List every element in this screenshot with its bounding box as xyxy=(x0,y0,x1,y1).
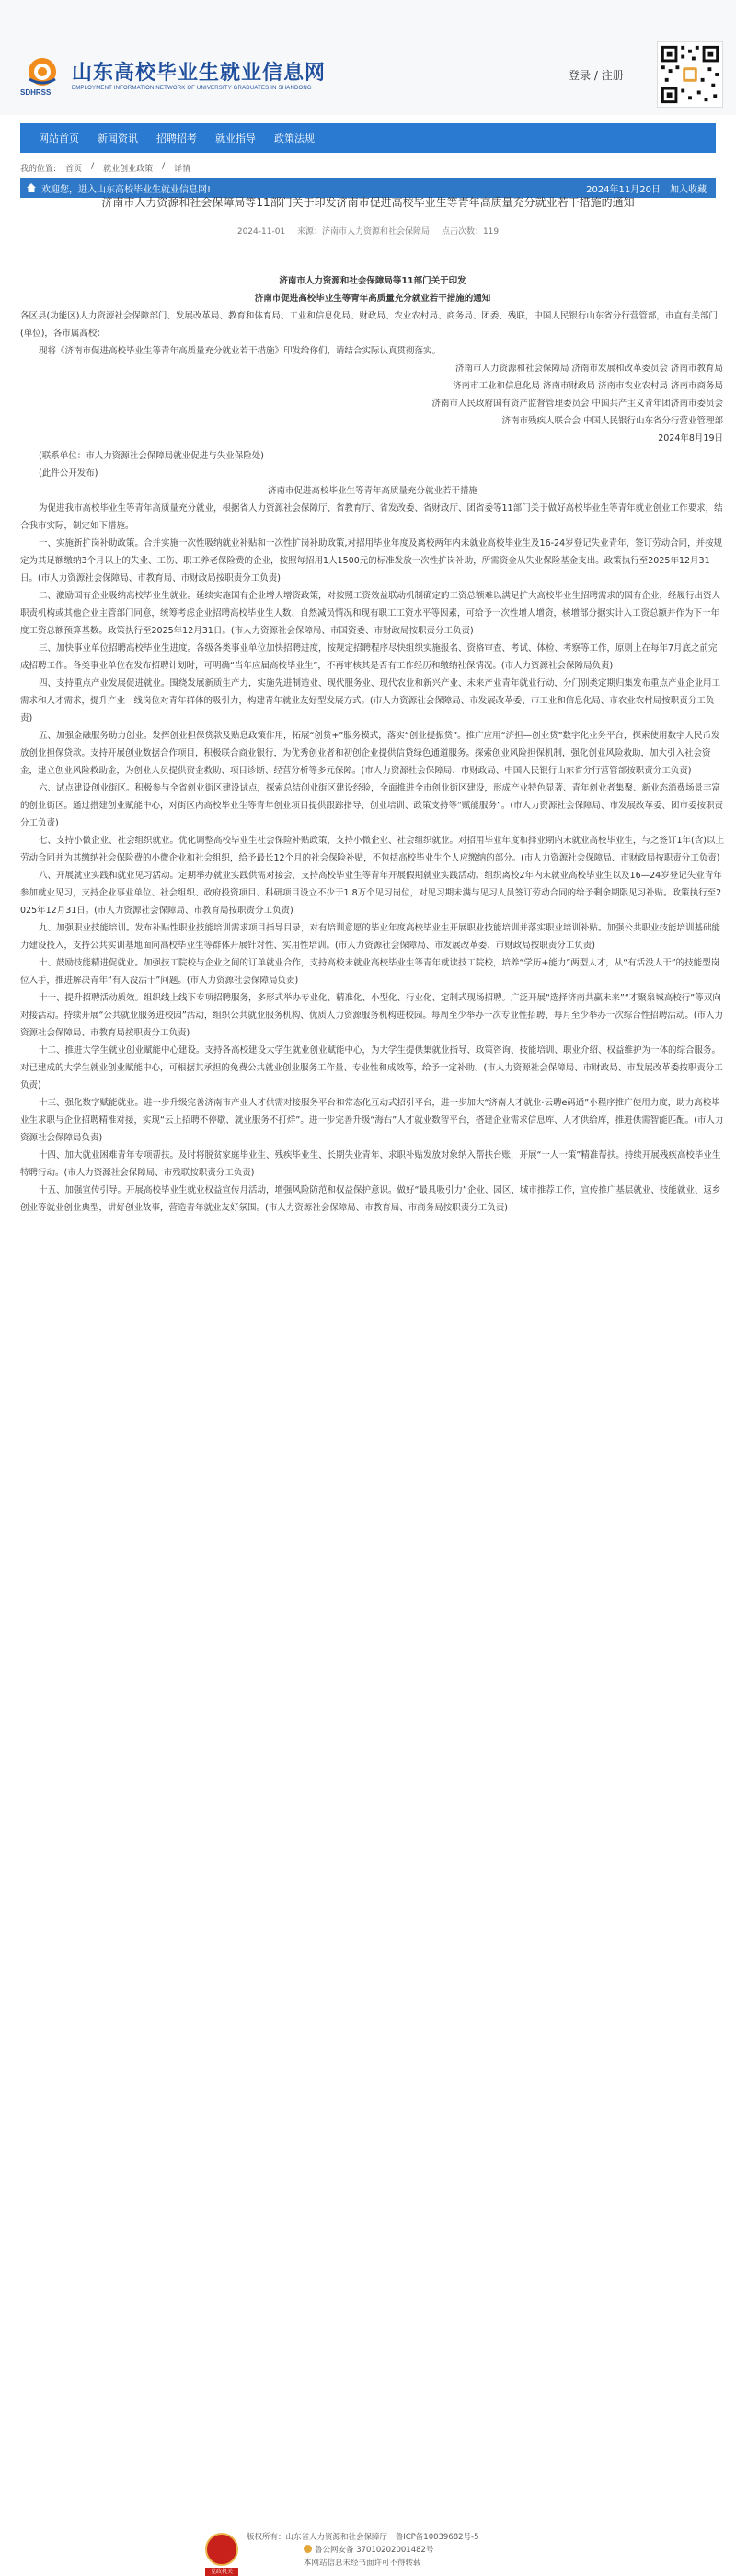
add-favorite-link[interactable]: 加入收藏 xyxy=(670,184,707,195)
measure-item: 十二、推进大学生就业创业赋能中心建设。支持各高校建设大学生就业创业赋能中心，为大学生提供集就业指导、政策咨询、技能培训、职业介绍、权益维护为一体的综合服务。对已建成的大学生就业创业赋能中心，可根据其承担的免费公共就业创业服务工作量、专业性和成效等，给予一定补助。(市人力资源社会保障局、市财政局、市发展改革委按职责分工负责) xyxy=(20,1045,723,1091)
measure-item: 九、加强职业技能培训。发布补贴性职业技能培训需求项目指导目录，对有培训意愿的毕业年度高校毕业生开展职业技能培训并落实职业培训补贴。加强公共职业技能培训基础能力建设投入，支持公共实训基地面向高校毕业生等群体开展针对性、实用性培训。(市人力资源社会保障局、市发展改革委、市财政局按职责分工负责) xyxy=(20,923,721,951)
login-separator: / xyxy=(593,69,598,82)
breadcrumb-separator: / xyxy=(162,162,166,171)
footer-copyright-line xyxy=(247,2531,479,2542)
measure-item: 十四、加大就业困难青年专项帮扶。及时将脱贫家庭毕业生、残疾毕业生、长期失业青年、求职补贴发放对象纳入帮扶台账，开展“一人一策”精准帮扶。持续开展残疾高校毕业生特聘行动。(市人力资源社会保障局、市残联按职责分工负责) xyxy=(20,1150,721,1178)
footer-police[interactable]: 鲁公网安备 37010202001482号 xyxy=(315,2546,434,2555)
measure-item: 八、开展就业实践和就业见习活动。定期举办就业实践供需对接会，支持高校毕业生等青年开展假期就业实践活动。组织离校2年内未就业高校毕业生以及16—24岁登记失业青年参加就业见习，支持企业事业单位、社会组织、政府投资项目、科研项目设立不少于1.8万个见习岗位，对见习期未满与见习人员签订劳动合同的给予剩余期限见习补贴。政策执行至2025年12月31日。(市人力资源社会保障局、市教育局按职责分工负责) xyxy=(20,871,722,916)
article-meta xyxy=(20,225,716,237)
nav-item-guidance[interactable]: 就业指导 xyxy=(215,133,256,144)
main-nav xyxy=(20,123,716,153)
document-signer: 济南市残疾人联合会 中国人民银行山东省分行营业管理部 xyxy=(501,416,723,426)
page-title: 济南市人力资源和社会保障局等11部门关于印发济南市促进高校毕业生等青年高质量充分就业若干措施的通知 xyxy=(101,197,635,209)
measure-item: 五、加强金融服务助力创业。发挥创业担保贷款及贴息政策作用，拓展“创贷+”服务模式，落实“创业提振贷”。推广应用“济担—创业贷”数字化业务平台，探索使用数字人民币发放创业担保贷款。支持开展创业数据合作项目，积极联合商业银行，为优秀创业者和初创企业提供信贷绿色通道服务。探索创业风险担保机制，强化创业风险救助，加大引入社会资金，建立创业风险救助金，为创业人员提供资金救助、项目诊断、经营分析等多元保障。(市人力资源社会保障局、市财政局、中国人民银行山东省分行营管部按职责分工负责) xyxy=(20,731,720,776)
document-publish-note: (此件公开发布) xyxy=(39,468,98,479)
welcome-bar xyxy=(20,178,716,198)
measure-item: 四、支持重点产业发展促进就业。围绕发展新质生产力，实施先进制造业、现代服务业、现代农业和新兴产业、未来产业青年就业行动，分门别类定期归集发布重点产业企业用工需求和人才需求，提升产业一线岗位对青年群体的吸引力，构建青年就业友好型发展方式。(市人力资源社会保障局、市发展改革委、市工业和信息化局、市农业农村局按职责分工负责) xyxy=(20,678,721,723)
site-header xyxy=(0,0,736,115)
breadcrumb-home[interactable]: 首页 xyxy=(65,165,83,174)
measure-item: 二、激励国有企业吸纳高校毕业生就业。延续实施国有企业增人增资政策，对按照工资效益联动机制确定的工资总额难以满足扩大高校毕业生招聘需求的国有企业，经履行出资人职责机构或其他企业主管部门同意，统筹考虑企业招聘高校毕业生人数、自然减员情况和现有职工工资水平等因素，可给予一次性增人增资，核增部分据实计入工资总额并作为下一年度工资总额预算基数。政策执行至2025年12月31日。(市人力资源社会保障局、市国资委、市财政局按职责分工负责) xyxy=(20,591,721,636)
document-signer: 济南市人力资源和社会保障局 济南市发展和改革委员会 济南市教育局 xyxy=(454,364,723,374)
breadcrumb-policy[interactable]: 就业创业政策 xyxy=(103,165,154,174)
breadcrumb-label: 我的位置: xyxy=(20,165,57,174)
document-intro: 现将《济南市促进高校毕业生等青年高质量充分就业若干措施》印发给你们，请结合实际认真贯彻落实。 xyxy=(39,346,442,356)
measure-item: 十三、强化数字赋能就业。进一步升级完善济南市产业人才供需对接服务平台和常态化互动式招引平台，进一步加大“济南人才就业·云聘e码通”小程序推广使用力度，助力高校毕业生求职与企业招聘精准对接，实现“云上招聘不停歇、就业服务不打烊”。进一步完善升级“海右”人才就业数智平台，搭建企业需求信息库、人才供给库，推进供需智能匹配。(市人力资源社会保障局负责) xyxy=(20,1098,724,1143)
document-recipients: 各区县(功能区)人力资源社会保障部门、发展改革局、教育和体育局、工业和信息化局、财政局、农业农村局、商务局、团委、残联，中国人民银行山东省分行营管部，市直有关部门(单位)，各市属高校： xyxy=(20,311,718,339)
nav-item-news[interactable]: 新闻资讯 xyxy=(98,133,138,144)
measure-item: 七、支持小微企业、社会组织就业。优化调整高校毕业生社会保险补贴政策，支持小微企业、社会组织就业。对招用毕业年度和择业期内未就业高校毕业生，与之签订1年(含)以上劳动合同并为其缴纳社会保险费的小微企业和社会组织，给予最长12个月的社会保险补贴，不包括高校毕业生个人应缴纳的部分。(市人力资源社会保障局、市财政局按职责分工负责) xyxy=(20,836,724,863)
site-name-en: EMPLOYMENT INFORMATION NETWORK OF UNIVERSITY GRADUATES IN SHANDONG xyxy=(72,86,312,91)
nav-item-policy[interactable]: 政策法规 xyxy=(274,133,315,144)
footer-icp[interactable]: 鲁ICP备10039682号-5 xyxy=(395,2533,479,2542)
click-count: 点击次数：119 xyxy=(441,227,500,237)
welcome-text: 欢迎您，进入山东高校毕业生就业信息网! xyxy=(41,184,212,195)
footer-police-line xyxy=(304,2544,433,2555)
login-register xyxy=(569,67,624,83)
police-badge-icon xyxy=(304,2545,312,2553)
document-heading-1: 济南市人力资源和社会保障局等11部门关于印发 xyxy=(279,276,466,286)
nav-item-home[interactable]: 网站首页 xyxy=(39,133,79,144)
document-preface: 为促进我市高校毕业生等青年高质量充分就业，根据省人力资源社会保障厅、省教育厅、省发改委、省财政厅、团省委等11部门关于做好高校毕业生等青年就业创业工作要求，结合我市实际，制定如下措施。 xyxy=(20,503,723,531)
register-link[interactable]: 注册 xyxy=(601,69,624,82)
document-heading-2: 济南市促进高校毕业生等青年高质量充分就业若干措施的通知 xyxy=(254,294,491,304)
site-name[interactable]: 山东高校毕业生就业信息网 xyxy=(72,61,327,85)
footer-copyright: 版权所有：山东省人力资源和社会保障厅 xyxy=(247,2533,388,2542)
party-government-emblem-icon[interactable] xyxy=(205,2533,238,2566)
measure-item: 十五、加强宣传引导。开展高校毕业生就业权益宣传月活动，增强风险防范和权益保护意识。做好“最具吸引力”企业、园区、城市推荐工作，宣传推广基层就业、技能就业、返乡创业等就业创业典型，讲好创业故事，营造青年就业友好氛围。(市人力资源社会保障局、市教育局、市商务局按职责分工负责) xyxy=(20,1185,721,1213)
home-icon xyxy=(26,182,37,193)
emblem-label: 党政机关 xyxy=(205,2568,238,2576)
nav-item-recruitment[interactable]: 招聘招考 xyxy=(156,133,197,144)
breadcrumb-detail: 详情 xyxy=(174,165,191,174)
document-signer: 济南市工业和信息化局 济南市财政局 济南市农业农村局 济南市商务局 xyxy=(452,381,723,391)
site-abbr: SDHRSS xyxy=(20,88,52,97)
document-subtitle: 济南市促进高校毕业生等青年高质量充分就业若干措施 xyxy=(267,486,477,496)
measure-item: 十、鼓励技能精进促就业。加强技工院校与企业之间的订单就业合作，支持高校未就业高校毕业生等青年就读技工院校，培养“学历+能力”两型人才，从“有活没人干”的技能型岗位入手，推进解决青年“有人没活干”问题。(市人力资源社会保障局负责) xyxy=(20,958,720,986)
document-date: 2024年8月19日 xyxy=(658,433,723,444)
current-date: 2024年11月20日 xyxy=(586,184,661,195)
footer-notice: 本网站信息未经书面许可不得转载 xyxy=(304,2559,421,2568)
site-logo-icon[interactable] xyxy=(20,53,64,90)
qr-code-icon xyxy=(657,41,723,108)
measure-item: 一、实施新扩岗补助政策。合并实施一次性吸纳就业补贴和一次性扩岗补助政策,对招用毕业年度及离校两年内未就业高校毕业生及16-24岁登记失业青年，签订劳动合同，并按规定为其足额缴纳3个月以上的失业、工伤、职工养老保险费的企业，按照每招用1人1500元的标准发放一次性扩岗补助，所需资金从失业保险基金支出。政策执行至2025年12月31日。(市人力资源社会保障局、市教育局、市财政局按职责分工负责) xyxy=(20,538,723,583)
breadcrumb-separator: / xyxy=(91,162,95,171)
document-contact: (联系单位：市人力资源社会保障局就业促进与失业保险处) xyxy=(39,451,264,461)
breadcrumb xyxy=(20,162,190,174)
document-signer: 济南市人民政府国有资产监督管理委员会 中国共产主义青年团济南市委员会 xyxy=(431,399,723,409)
measure-item: 六、试点建设创业街区。积极参与全省创业街区建设试点，探索总结创业街区建设经验，全面推进全市创业街区建设，形成产业特色显著、青年创业者集聚、新业态消费场景丰富的创业街区。通过搭建创业赋能中心，对街区内高校毕业生等青年创业项目提供跟踪指导、创业培训、政策支持等“赋能服务”。(市人力资源社会保障局、市发展改革委、团市委按职责分工负责) xyxy=(20,783,724,828)
measure-item: 三、加快事业单位招聘高校毕业生进度。各级各类事业单位加快招聘进度，按规定招聘程序尽快组织实施报名、资格审查、考试、体检、考察等工作，原则上在每年7月底之前完成招聘工作。各类事业单位在发布招聘计划时，可明确“当年应届高校毕业生”，不再审核其是否有工作经历和缴纳社保情况。(市人力资源社会保障局负责) xyxy=(20,643,718,671)
article-source: 来源：济南市人力资源和社会保障局 xyxy=(297,227,431,237)
footer-notice-line xyxy=(304,2557,421,2568)
article-body xyxy=(20,272,725,1217)
site-footer xyxy=(0,1261,736,2575)
login-link[interactable]: 登录 xyxy=(569,69,592,82)
measure-item: 十一、提升招聘活动质效。组织线上线下专项招聘服务，多形式举办专业化、精准化、小型化、行业化、定制式现场招聘。广泛开展“选择济南共赢未来”“才聚泉城高校行”等双向对接活动。持续开展“公共就业服务进校园”活动，组织公共就业服务机构、优质人力资源服务机构进校园。每周至少举办一次专业性招聘、每月至少举办一次综合性招聘活动。(市人力资源社会保障局、市教育局按职责分工负责) xyxy=(20,993,724,1038)
publish-date: 2024-11-01 xyxy=(236,227,286,237)
